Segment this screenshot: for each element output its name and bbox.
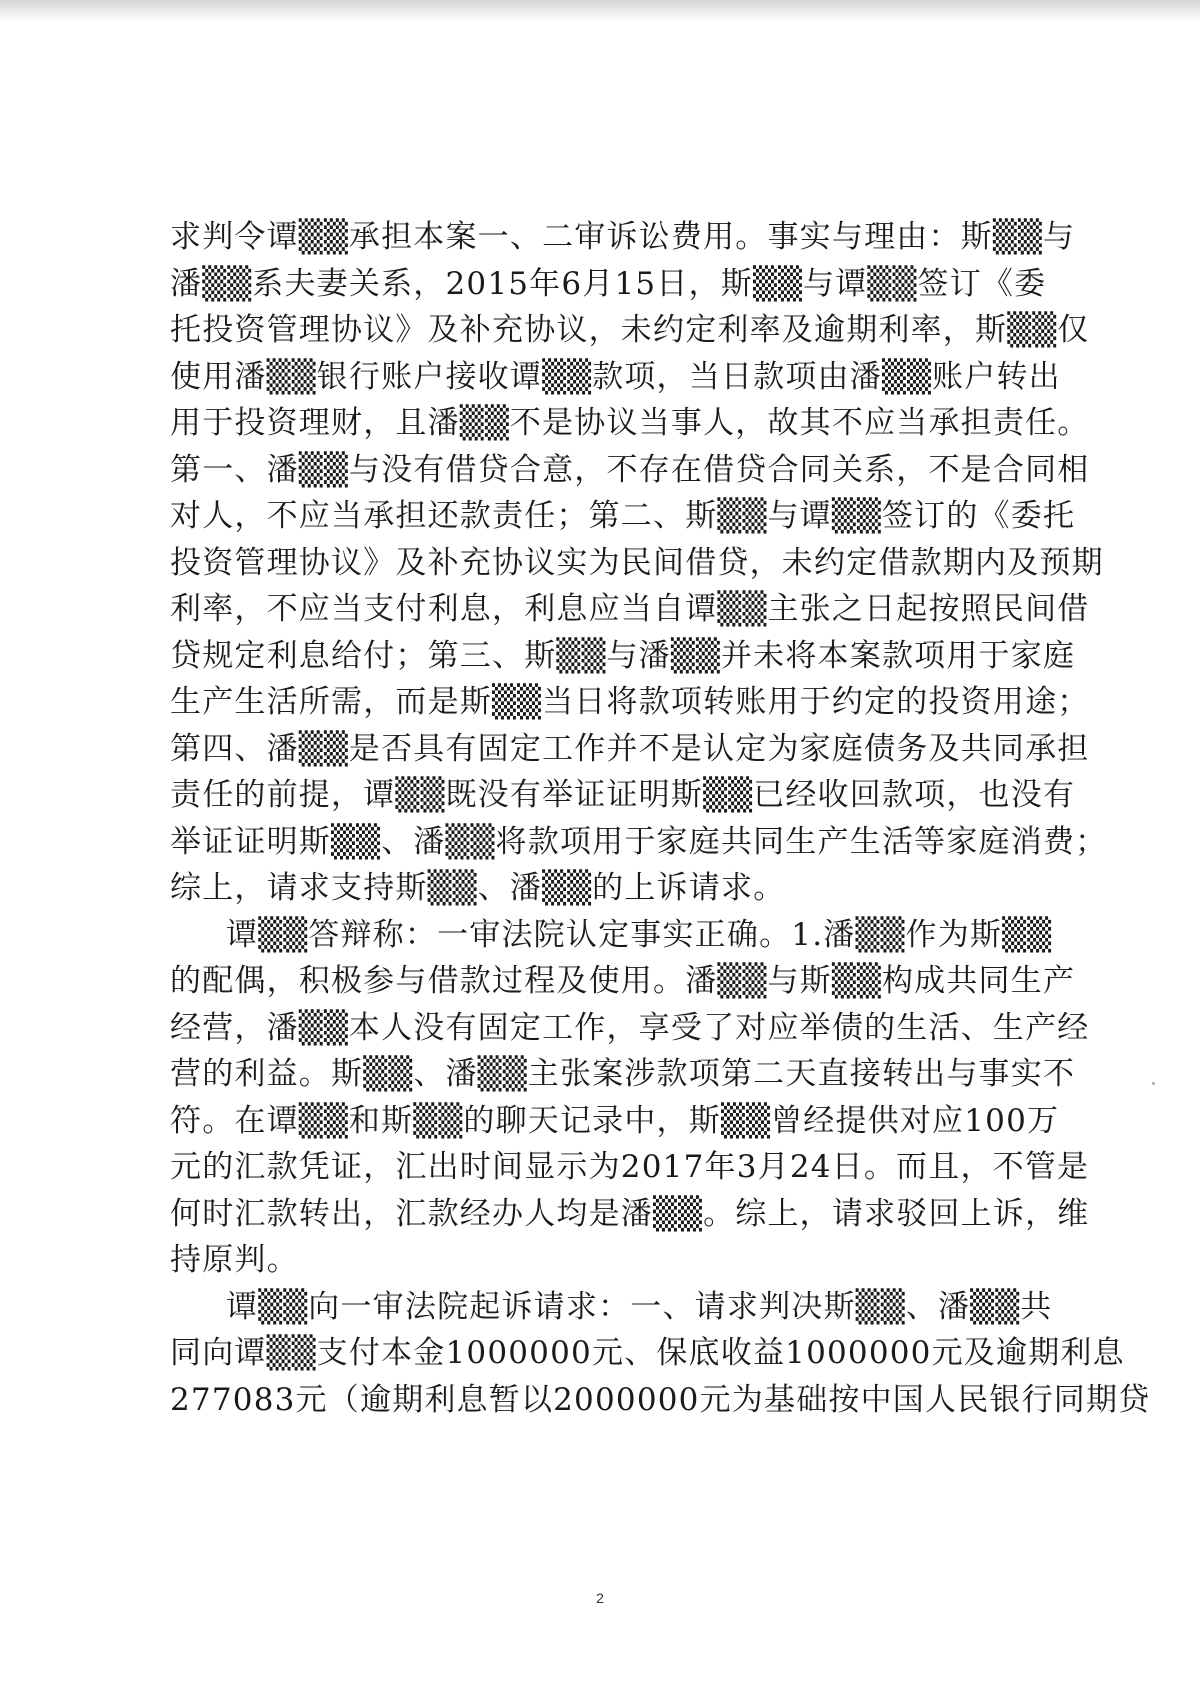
text-line: 持原判。 [170, 1242, 299, 1278]
text-line: 第一、潘▒▒与没有借贷合意，不存在借贷合同关系，不是合同相 [170, 452, 1090, 488]
text-line: 责任的前提，谭▒▒既没有举证证明斯▒▒已经收回款项，也没有 [170, 777, 1076, 813]
text-line: 用于投资理财，且潘▒▒不是协议当事人，故其不应当承担责任。 [170, 405, 1090, 441]
text-line: 对人，不应当承担还款责任；第二、斯▒▒与谭▒▒签订的《委托 [170, 498, 1076, 534]
paragraph-first-line: 谭▒▒答辩称：一审法院认定事实正确。1.潘▒▒作为斯▒▒ [226, 917, 1053, 953]
text-line: 生产生活所需，而是斯▒▒当日将款项转账用于约定的投资用途； [170, 684, 1090, 720]
text-line: 符。在谭▒▒和斯▒▒的聊天记录中，斯▒▒曾经提供对应100万 [170, 1103, 1060, 1139]
text-line: 277083元（逾期利息暂以2000000元为基础按中国人民银行同期贷 [170, 1382, 1151, 1418]
text-line: 贷规定利息给付；第三、斯▒▒与潘▒▒并未将本案款项用于家庭 [170, 638, 1076, 674]
text-line: 利率，不应当支付利息，利息应当自谭▒▒主张之日起按照民间借 [170, 591, 1090, 627]
scan-speck [1152, 1082, 1155, 1085]
text-line: 求判令谭▒▒承担本案一、二审诉讼费用。事实与理由：斯▒▒与 [170, 219, 1076, 255]
text-line: 的配偶，积极参与借款过程及使用。潘▒▒与斯▒▒构成共同生产 [170, 963, 1076, 999]
text-line: 元的汇款凭证，汇出时间显示为2017年3月24日。而且，不管是 [170, 1149, 1090, 1185]
page-number: 2 [596, 1590, 604, 1606]
text-line: 举证证明斯▒▒、潘▒▒将款项用于家庭共同生产生活等家庭消费； [170, 824, 1108, 860]
text-line: 潘▒▒系夫妻关系，2015年6月15日，斯▒▒与谭▒▒签订《委 [170, 266, 1047, 302]
text-line: 综上，请求支持斯▒▒、潘▒▒的上诉请求。 [170, 870, 786, 906]
text-line: 托投资管理协议》及补充协议，未约定利率及逾期利率，斯▒▒仅 [170, 312, 1090, 348]
text-line: 投资管理协议》及补充协议实为民间借贷，未约定借款期内及预期 [170, 545, 1104, 581]
text-line: 营的利益。斯▒▒、潘▒▒主张案涉款项第二天直接转出与事实不 [170, 1056, 1076, 1092]
text-line: 何时汇款转出，汇款经办人均是潘▒▒。综上，请求驳回上诉，维 [170, 1196, 1090, 1232]
text-line: 第四、潘▒▒是否具有固定工作并不是认定为家庭债务及共同承担 [170, 731, 1090, 767]
text-line: 同向谭▒▒支付本金1000000元、保底收益1000000元及逾期利息 [170, 1335, 1125, 1371]
text-line: 使用潘▒▒银行账户接收谭▒▒款项，当日款项由潘▒▒账户转出 [170, 359, 1061, 395]
paragraph-first-line: 谭▒▒向一审法院起诉请求：一、请求判决斯▒▒、潘▒▒共 [226, 1289, 1053, 1325]
text-line: 经营，潘▒▒本人没有固定工作，享受了对应举债的生活、生产经 [170, 1010, 1090, 1046]
